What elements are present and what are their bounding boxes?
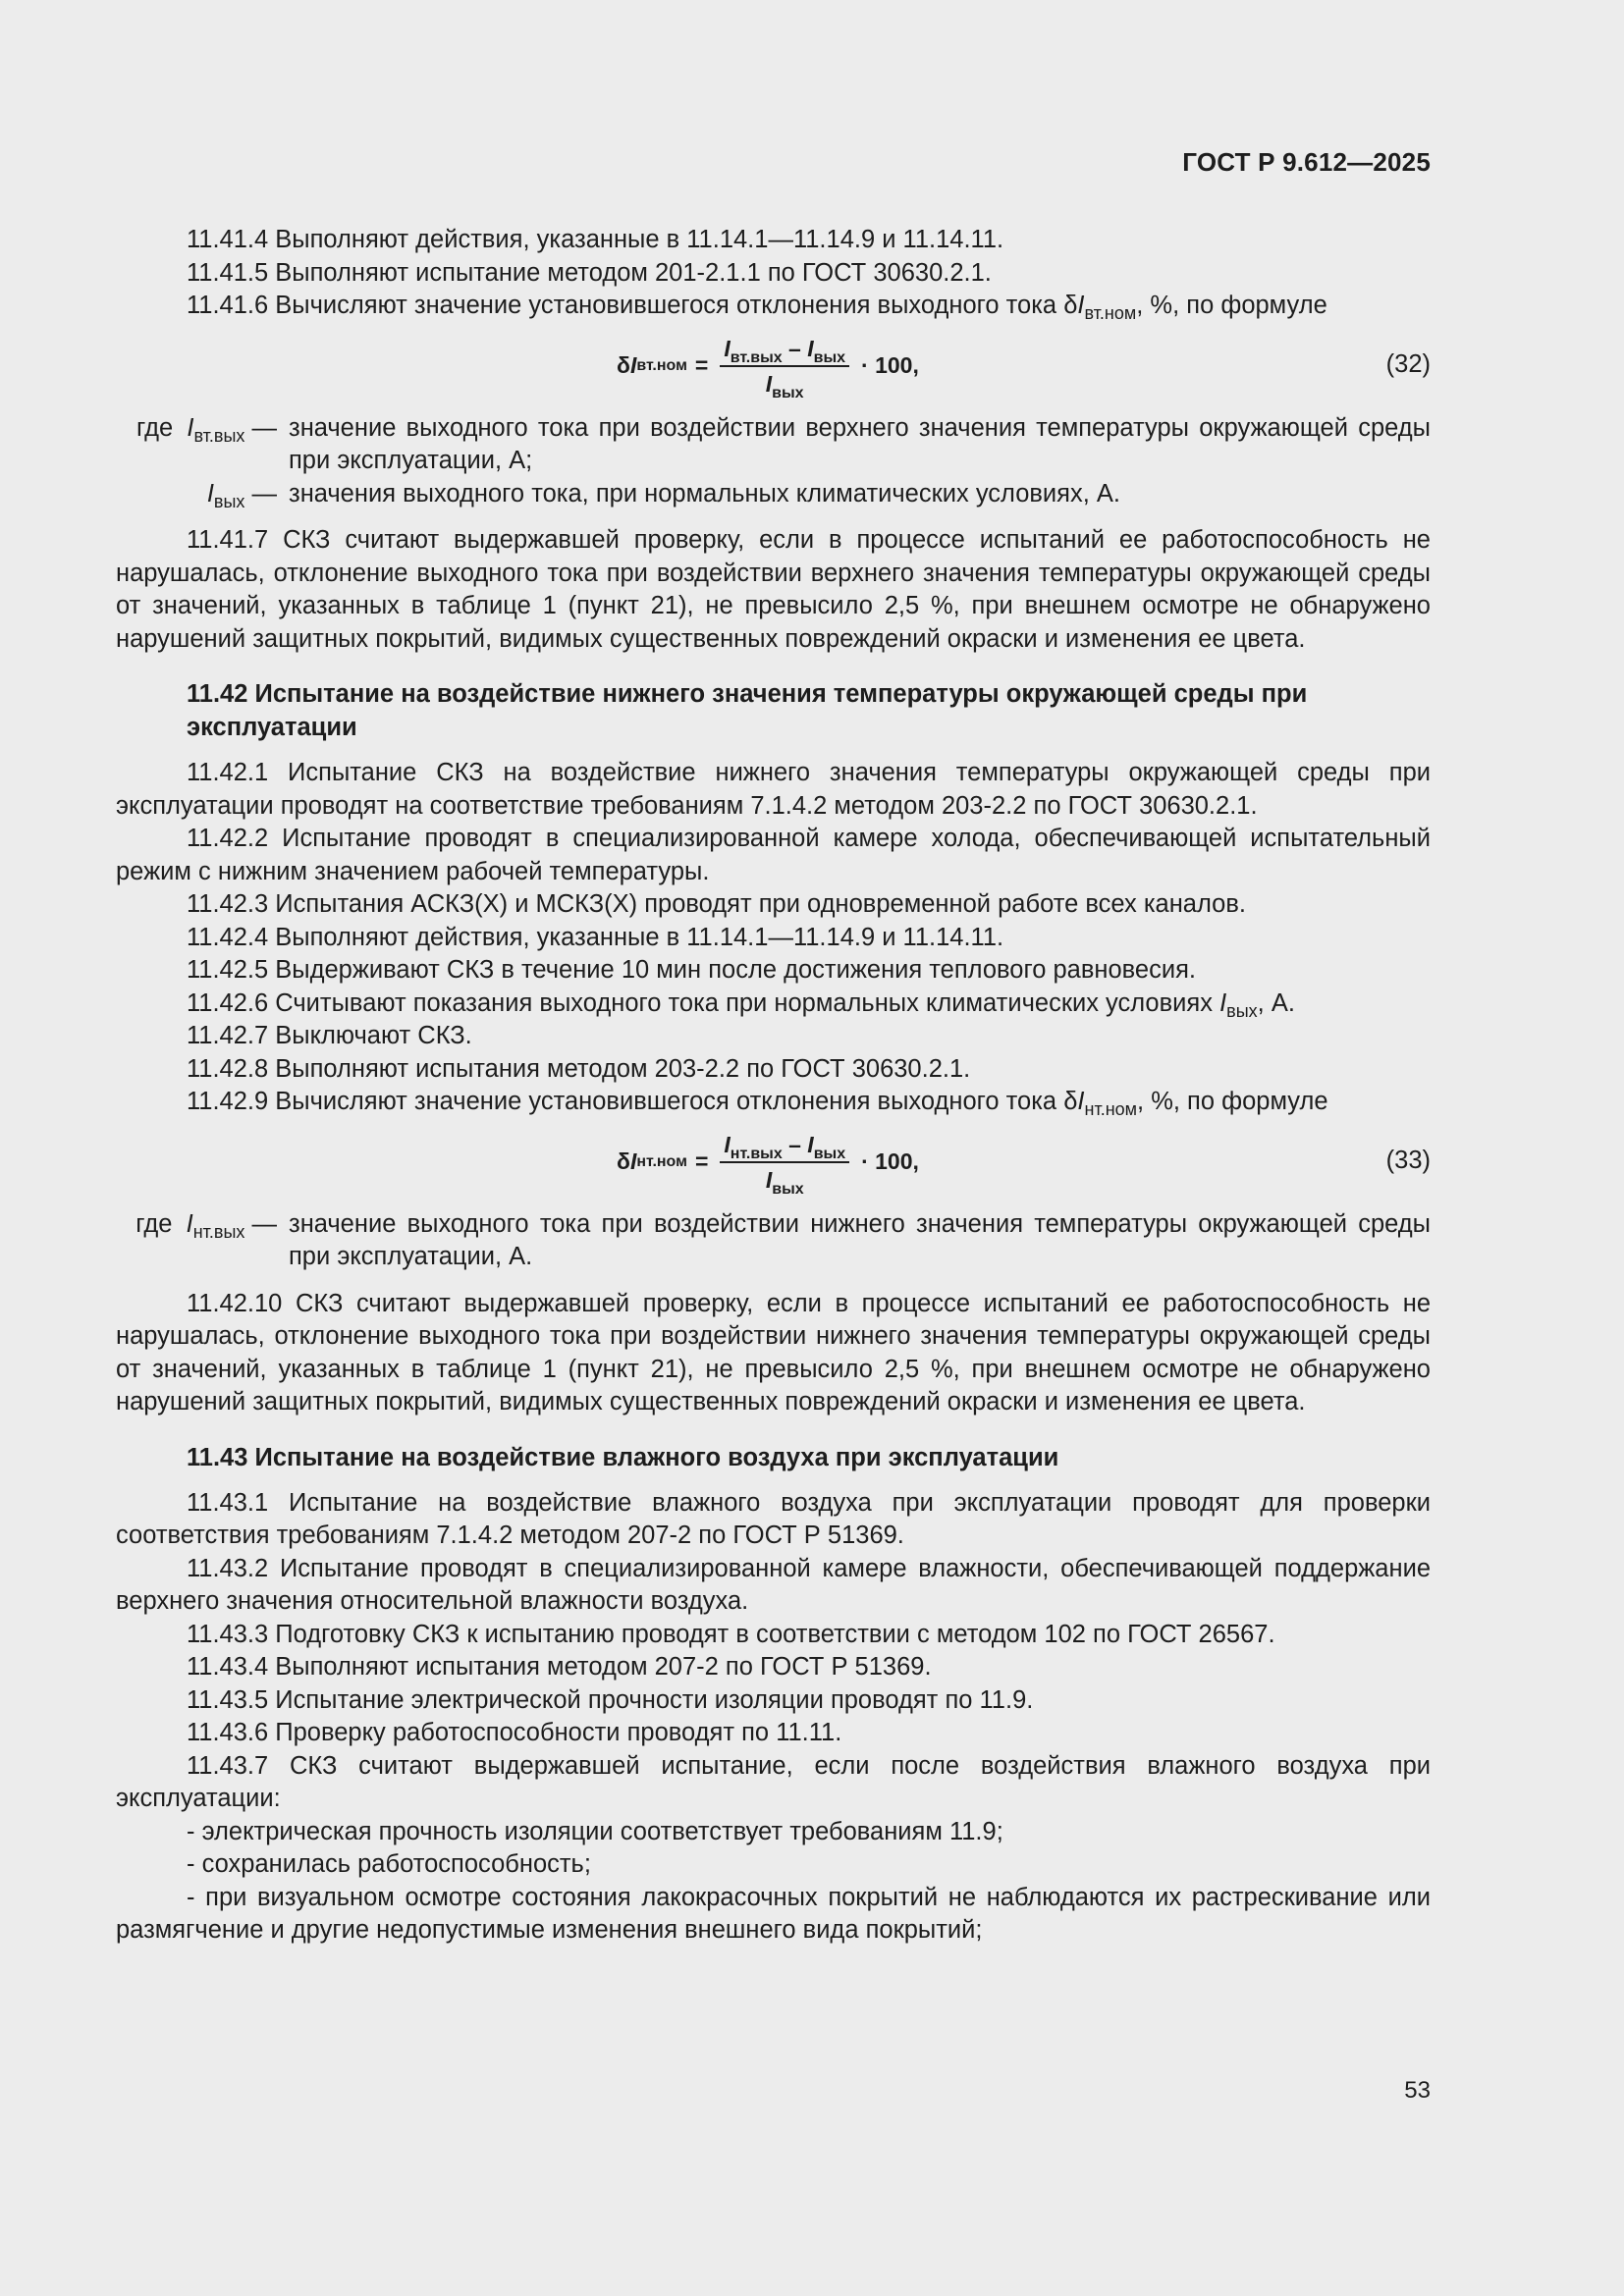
paragraph-11-42-5: 11.42.5 Выдерживают СКЗ в течение 10 мин после достижения теплового равновесия. — [187, 956, 1196, 984]
paragraph-11-43-2: 11.43.2 Испытание проводят в специализированной камере влажности, обеспечивающей поддержание верхнего значения относительной влажности воздуха. — [116, 1554, 1431, 1615]
paragraph-11-43-6: 11.43.6 Проверку работоспособности проводят по 11.11. — [187, 1719, 842, 1746]
formula-33-expression: δ I нт.ном = $\frac{I_{нт.вых} - I_{вых}}{I_{вых}}$ · 100, — [617, 1131, 919, 1198]
paragraph-11-43-5: 11.43.5 Испытание электрической прочности изоляции проводят по 11.9. — [187, 1685, 1034, 1714]
list-item: - электрическая прочность изоляции соответствует требованиям 11.9; — [187, 1817, 1003, 1845]
legend-def-iвых: значения выходного тока, при нормальных климатических условиях, А. — [289, 479, 1120, 507]
formula-33-legend — [116, 1208, 1431, 1274]
list-item: - сохранилась работоспособность; — [187, 1850, 591, 1878]
paragraph-11-43-7: 11.43.7 СКЗ считают выдержавшей испытание, если после воздействия влажного воздуха при эксплуатации: — [116, 1751, 1431, 1812]
section-heading-11-42: 11.42 Испытание на воздействие нижнего значения температуры окружающей среды при эксплуатации — [187, 680, 1308, 741]
formula-33-number: (33) — [1385, 1146, 1431, 1174]
paragraph-11-42-8: 11.42.8 Выполняют испытания методом 203-2.2 по ГОСТ 30630.2.1. — [187, 1054, 971, 1083]
legend-term-iвых: $I_{вых}$ — — [206, 479, 277, 511]
formula-32-expression: δ I вт.ном = $\frac{I_{вт.вых} - I_{вых}}{I_{вых}}$ · 100, — [617, 335, 919, 401]
list-item: - при визуальном осмотре состояния лакокрасочных покрытий не наблюдаются их растрескивание или размягчение и другие недопустимые изменения внешнего вида покрытий; — [116, 1883, 1431, 1944]
paragraph-11-42-6: 11.42.6 Считывают показания выходного тока при нормальных климатических условиях $I_{вых}$, А. — [187, 988, 1295, 1021]
paragraph-11-41-4: 11.41.4 Выполняют действия, указанные в 11.14.1—11.14.9 и 11.14.11. — [187, 226, 1004, 253]
paragraph-11-42-1: 11.42.1 Испытание СКЗ на воздействие нижнего значения температуры окружающей среды при эксплуатации проводят на соответствие требованиям 7.1.4.2 методом 203-2.2 по ГОСТ 30630.2.1. — [116, 759, 1431, 820]
legend-def-iвт-вых: значение выходного тока при воздействии верхнего значения температуры окружающей среды при эксплуатации, А; — [289, 413, 1431, 474]
paragraph-11-42-2: 11.42.2 Испытание проводят в специализированной камере холода, обеспечивающей испытательный режим с нижним значением рабочей температуры. — [116, 825, 1431, 885]
paragraph-11-42-3: 11.42.3 Испытания АСКЗ(Х) и МСКЗ(Х) проводят при одновременной работе всех каналов. — [187, 890, 1246, 918]
paragraph-11-43-4: 11.43.4 Выполняют испытания методом 207-2 по ГОСТ Р 51369. — [187, 1653, 932, 1681]
formula-32-legend — [116, 412, 1431, 511]
page-number: 53 — [1404, 2077, 1431, 2104]
paragraph-11-43-3: 11.43.3 Подготовку СКЗ к испытанию проводят в соответствии с методом 102 по ГОСТ 26567. — [187, 1620, 1275, 1648]
formula-33-fraction: $\frac{I_{нт.вых} - I_{вых}}{I_{вых}}$ — [720, 1131, 849, 1194]
legend-term-iвт-вых: где $I_{вт.вых}$ — — [136, 413, 277, 446]
paragraph-11-42-9: 11.42.9 Вычисляют значение установившегося отклонения выходного тока $\delta I_{нт.ном}$, %, по формуле — [187, 1088, 1328, 1119]
paragraph-11-42-10: 11.42.10 СКЗ считают выдержавшей проверку, если в процессе испытаний ее работоспособность не нарушалась, отклонение выходного тока при воздействии нижнего значения температуры окружающей среды от значений, указанных в таблице 1 (пункт 21), не превысило 2,5 %, при внешнем осмотре не обнаружено нарушений защитных покрытий, видимых существенных повреждений окраски и изменения ее цвета. — [116, 1289, 1431, 1415]
paragraph-11-41-5: 11.41.5 Выполняют испытание методом 201-2.1.1 по ГОСТ 30630.2.1. — [187, 258, 992, 287]
legend-def-iнт-вых: значение выходного тока при воздействии нижнего значения температуры окружающей среды при эксплуатации, А. — [289, 1209, 1431, 1270]
paragraph-11-43-1: 11.43.1 Испытание на воздействие влажного воздуха при эксплуатации проводят для проверки соответствия требованиям 7.1.4.2 методом 207-2 по ГОСТ Р 51369. — [116, 1488, 1431, 1549]
formula-33 — [116, 1127, 1431, 1201]
paragraph-11-41-7: 11.41.7 СКЗ считают выдержавшей проверку, если в процессе испытаний ее работоспособность не нарушалась, отклонение выходного тока при воздействии верхнего значения температуры окружающей среды от значений, указанных в таблице 1 (пункт 21), не превысило 2,5 %, при внешнем осмотре не обнаружено нарушений защитных покрытий, видимых существенных повреждений окраски и изменения ее цвета. — [116, 526, 1431, 653]
paragraph-11-41-6: 11.41.6 Вычисляют значение установившегося отклонения выходного тока $\delta I_{вт.ном}$, %, по формуле — [187, 292, 1327, 323]
legend-term-iнт-вых: где $I_{нт.вых}$ — — [135, 1209, 277, 1242]
paragraph-11-42-7: 11.42.7 Выключают СКЗ. — [187, 1022, 472, 1049]
document-code: ГОСТ Р 9.612—2025 — [1182, 147, 1431, 177]
formula-32-fraction: $\frac{I_{вт.вых} - I_{вых}}{I_{вых}}$ — [720, 335, 849, 398]
paragraph-11-42-4: 11.42.4 Выполняют действия, указанные в 11.14.1—11.14.9 и 11.14.11. — [187, 923, 1004, 951]
section-heading-11-43: 11.43 Испытание на воздействие влажного воздуха при эксплуатации — [187, 1443, 1059, 1471]
page-body — [116, 224, 1431, 1948]
formula-32-number: (32) — [1385, 349, 1431, 378]
formula-32 — [116, 331, 1431, 404]
